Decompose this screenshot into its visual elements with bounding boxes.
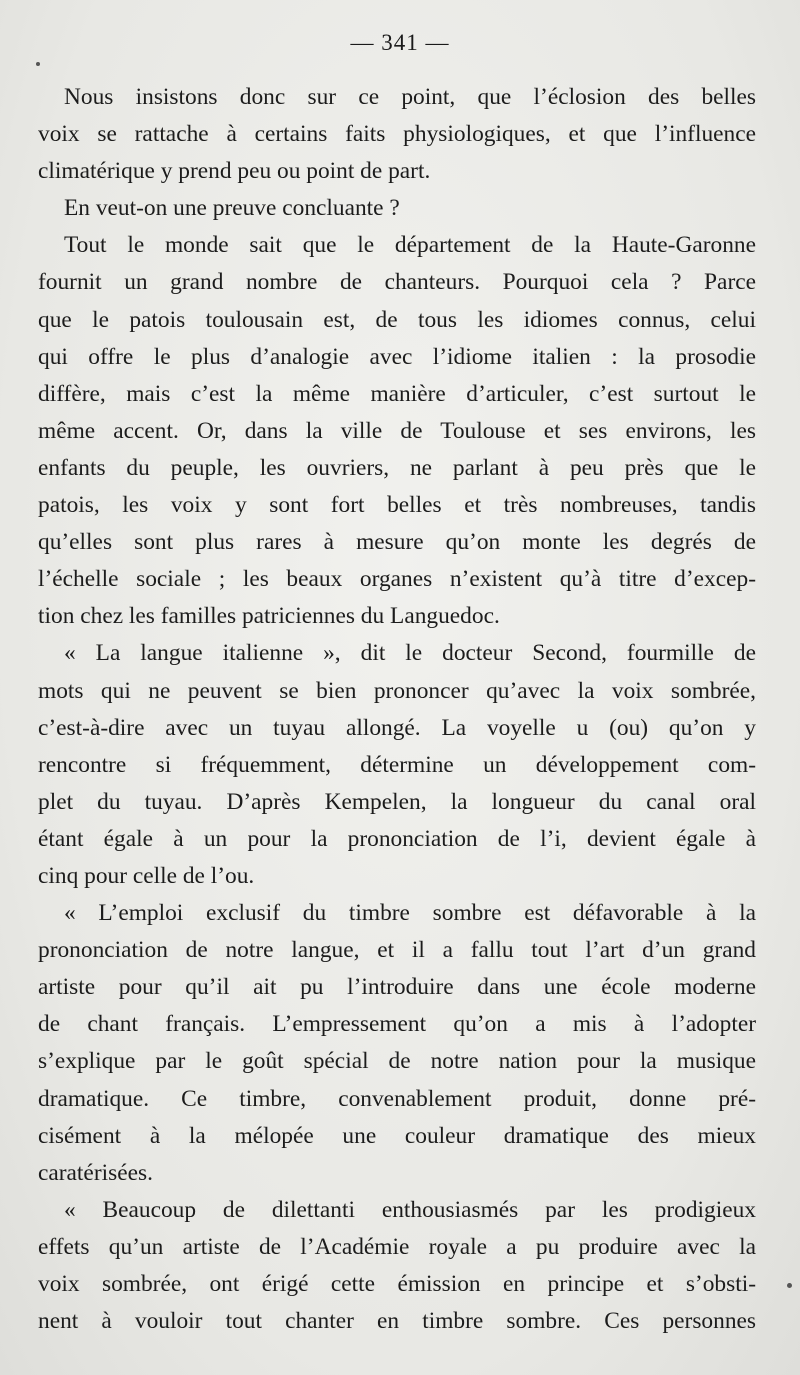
- body-text: [38, 79, 756, 1340]
- text-line: cinq pour celle de l’ou.: [38, 862, 255, 889]
- text-line: cisément à la mélopée une couleur dramatique des mieux: [38, 1122, 756, 1149]
- text-line: enfants du peuple, les ouvriers, ne parlant à peu près que le: [38, 454, 756, 481]
- text-line: qu’elles sont plus rares à mesure qu’on monte les degrés de: [38, 529, 756, 556]
- text-line: même accent. Or, dans la ville de Toulouse et ses environs, les: [38, 417, 756, 444]
- text-line: voix se rattache à certains faits physiologiques, et que l’influence: [38, 121, 756, 148]
- text-line: qui offre le plus d’analogie avec l’idiome italien : la prosodie: [38, 343, 756, 370]
- text-line: caratérisées.: [38, 1159, 153, 1186]
- text-line: c’est-à-dire avec un tuyau allongé. La voyelle u (ou) qu’on y: [38, 714, 756, 741]
- text-line: nent à vouloir tout chanter en timbre sombre. Ces personnes: [38, 1308, 756, 1335]
- text-line: s’explique par le goût spécial de notre nation pour la musique: [38, 1048, 756, 1075]
- text-line: artiste pour qu’il ait pu l’introduire dans une école moderne: [38, 974, 756, 1001]
- text-line: Tout le monde sait que le département de la Haute-Garonne: [64, 232, 756, 259]
- text-line: « Beaucoup de dilettanti enthousiasmés par les prodigieux: [64, 1196, 756, 1223]
- print-speck: [36, 62, 40, 66]
- text-line: fournit un grand nombre de chanteurs. Pourquoi cela ? Parce: [38, 269, 756, 296]
- text-line: climatérique y prend peu ou point de part.: [38, 158, 431, 185]
- print-speck: [787, 1283, 792, 1288]
- text-line: plet du tuyau. D’après Kempelen, la longueur du canal oral: [38, 788, 756, 815]
- text-line: l’échelle sociale ; les beaux organes n’existent qu’à titre d’excep-: [38, 566, 756, 593]
- text-line: En veut-on une preuve concluante ?: [64, 195, 400, 222]
- page-number: — 341 —: [350, 30, 450, 55]
- text-line: effets qu’un artiste de l’Académie royale a pu produire avec la: [38, 1233, 756, 1260]
- text-line: diffère, mais c’est la même manière d’articuler, c’est surtout le: [38, 380, 756, 407]
- text-line: rencontre si fréquemment, détermine un développement com-: [38, 751, 756, 778]
- text-line: « La langue italienne », dit le docteur Second, fourmille de: [64, 640, 756, 667]
- text-line: tion chez les familles patriciennes du Languedoc.: [38, 603, 500, 630]
- text-line: étant égale à un pour la prononciation de l’i, devient égale à: [38, 825, 756, 852]
- text-line: mots qui ne peuvent se bien prononcer qu’avec la voix sombrée,: [38, 677, 756, 704]
- text-line: Nous insistons donc sur ce point, que l’éclosion des belles: [64, 84, 756, 110]
- text-line: dramatique. Ce timbre, convenablement produit, donne pré-: [38, 1085, 756, 1112]
- text-line: de chant français. L’empressement qu’on a mis à l’adopter: [38, 1011, 756, 1038]
- text-line: voix sombrée, ont érigé cette émission en principe et s’obsti-: [38, 1271, 756, 1297]
- text-line: « L’emploi exclusif du timbre sombre est défavorable à la: [64, 900, 756, 927]
- text-line: prononciation de notre langue, et il a fallu tout l’art d’un grand: [38, 937, 756, 964]
- text-line: patois, les voix y sont fort belles et très nombreuses, tandis: [38, 492, 756, 519]
- text-line: que le patois toulousain est, de tous les idiomes connus, celui: [38, 306, 756, 333]
